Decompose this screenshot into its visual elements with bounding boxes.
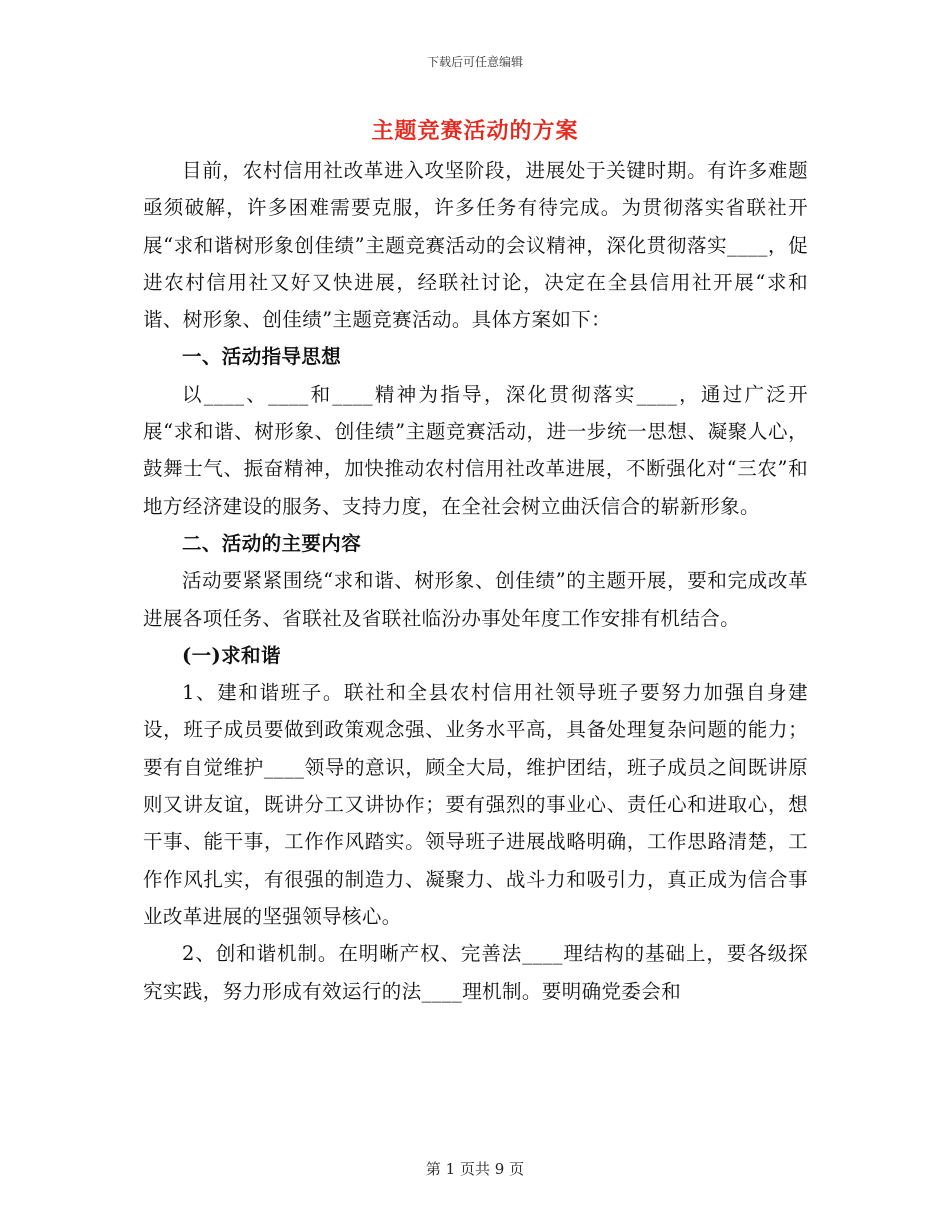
header-note: 下载后可任意编辑 [426,55,523,69]
subsection-1-heading: (一)求和谐 [182,643,281,667]
subsection-1-item-2: 2、创和谐机制。在明晰产权、完善法____理结构的基础上，要各级探究实践，努力形成有效运行的法____理机制。要明确党委会和 [143,942,808,1003]
document-title: 主题竞赛活动的方案 [371,118,579,144]
section-1-paragraph: 以____、____和____精神为指导，深化贯彻落实____，通过广泛开展“求和谐、树形象、创佳绩”主题竞赛活动，进一步统一思想、凝聚人心，鼓舞士气、振奋精神，加快推动农村信用社改革进展，不断强化对“三农”和地方经济建设的服务、支持力度，在全社会树立曲沃信合的崭新形象。 [143,382,808,518]
document-body [143,152,808,1010]
section-2-paragraph: 活动要紧紧围绕“求和谐、树形象、创佳绩”的主题开展，要和完成改革进展各项任务、省联社及省联社临汾办事处年度工作安排有机结合。 [143,569,808,630]
section-2-heading: 二、活动的主要内容 [182,531,362,555]
page-footer: 第 1 页共 9 页 [425,1160,525,1178]
subsection-1-item-1: 1、建和谐班子。联社和全县农村信用社领导班子要努力加强自身建设，班子成员要做到政策观念强、业务水平高，具备处理复杂问题的能力；要有自觉维护____领导的意识，顾全大局，维护团结，班子成员之间既讲原则又讲友谊，既讲分工又讲协作；要有强烈的事业心、责任心和进取心，想干事、能干事，工作作风踏实。领导班子进展战略明确，工作思路清楚，工作作风扎实，有很强的制造力、凝聚力、战斗力和吸引力，真正成为信合事业改革进展的坚强领导核心。 [143,681,808,928]
section-1-heading: 一、活动指导思想 [182,345,342,369]
intro-paragraph: 目前，农村信用社改革进入攻坚阶段，进展处于关键时期。有许多难题亟须破解，许多困难需要克服，许多任务有待完成。为贯彻落实省联社开展“求和谐树形象创佳绩”主题竞赛活动的会议精神，深化贯彻落实____，促进农村信用社又好又快进展，经联社讨论，决定在全县信用社开展“求和谐、树形象、创佳绩”主题竞赛活动。具体方案如下： [143,159,808,332]
